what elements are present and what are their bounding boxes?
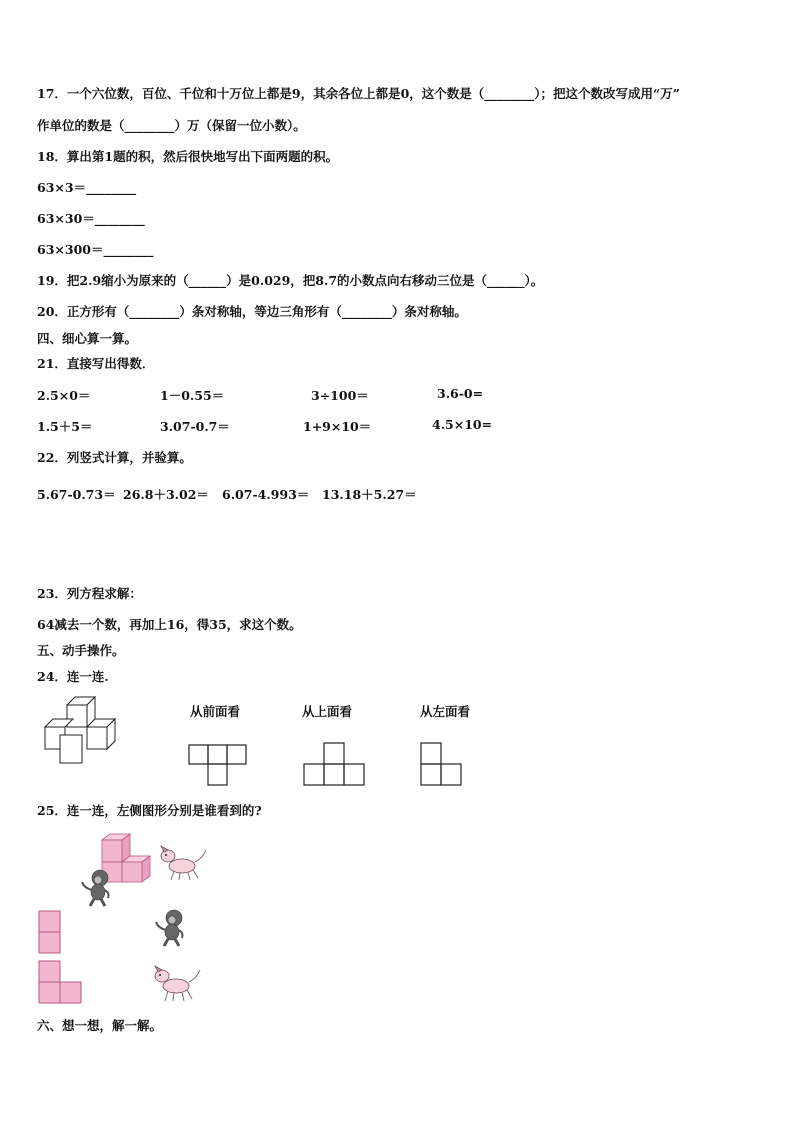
q21-text: 21．直接写出得数． (37, 356, 155, 371)
q23-text: 23．列方程求解： (37, 586, 142, 601)
monkey-icon-right (152, 908, 192, 948)
q25-text: 25．连一连，左侧图形分别是谁看到的? (37, 803, 262, 818)
q21-r2-c1: 1.5＋5＝ (37, 419, 93, 434)
view-shape-top (304, 743, 366, 787)
q22-item3: 6.07-4.993＝ (222, 487, 310, 502)
q18-text: 18．算出第1题的积，然后很快地写出下面两题的积。 (37, 149, 339, 164)
view-label-top: 从上面看 (302, 704, 353, 719)
view-shape-l (38, 960, 84, 1004)
q21-r1-c1: 2.5×0＝ (37, 388, 91, 403)
view-label-front: 从前面看 (190, 704, 241, 719)
q18-eq2: 63×30＝________ (37, 211, 145, 226)
q21-r1-c2: 1－0.55＝ (160, 388, 225, 403)
dog-icon-bottom (152, 964, 202, 1004)
q23-problem: 64减去一个数，再加上16，得35，求这个数。 (37, 617, 302, 632)
section6-title: 六、想一想，解一解。 (37, 1018, 163, 1033)
q21-r2-c4: 4.5×10= (432, 417, 493, 432)
q22-item2: 26.8＋3.02＝ (123, 487, 209, 502)
q18-eq3: 63×300＝________ (37, 242, 154, 257)
section4-title: 四、细心算一算。 (37, 331, 138, 346)
monkey-icon-left (78, 868, 118, 908)
q21-r2-c3: 1+9×10＝ (303, 419, 372, 434)
view-label-left: 从左面看 (420, 704, 471, 719)
view-shape-left (421, 743, 465, 787)
view-shape-vertical-pair (38, 910, 62, 954)
q22-item4: 13.18＋5.27＝ (322, 487, 417, 502)
q24-text: 24．连一连. (37, 669, 109, 684)
view-shape-front (189, 745, 249, 787)
q22-item1: 5.67-0.73＝ (37, 487, 116, 502)
q17-line2: 作单位的数是（________）万（保留一位小数）。 (37, 118, 306, 133)
q21-r1-c4: 3.6-0= (437, 386, 484, 401)
q18-eq1: 63×3＝________ (37, 180, 137, 195)
q19-text: 19．把2.9缩小为原来的（______）是0.029，把8.7的小数点向右移动三位是（______）。 (37, 273, 544, 288)
q17-line1: 17．一个六位数，百位、千位和十万位上都是9，其余各位上都是0，这个数是（________）；把这个数改写成用“万” (37, 86, 680, 101)
q22-text: 22．列竖式计算，并验算。 (37, 450, 192, 465)
section5-title: 五、动手操作。 (37, 643, 125, 658)
cube-stack-figure (40, 693, 140, 768)
dog-icon-top (158, 844, 208, 882)
q20-text: 20．正方形有（________）条对称轴，等边三角形有（________）条对称轴。 (37, 304, 467, 319)
q21-r1-c3: 3÷100＝ (311, 388, 369, 403)
q21-r2-c2: 3.07-0.7＝ (160, 419, 230, 434)
